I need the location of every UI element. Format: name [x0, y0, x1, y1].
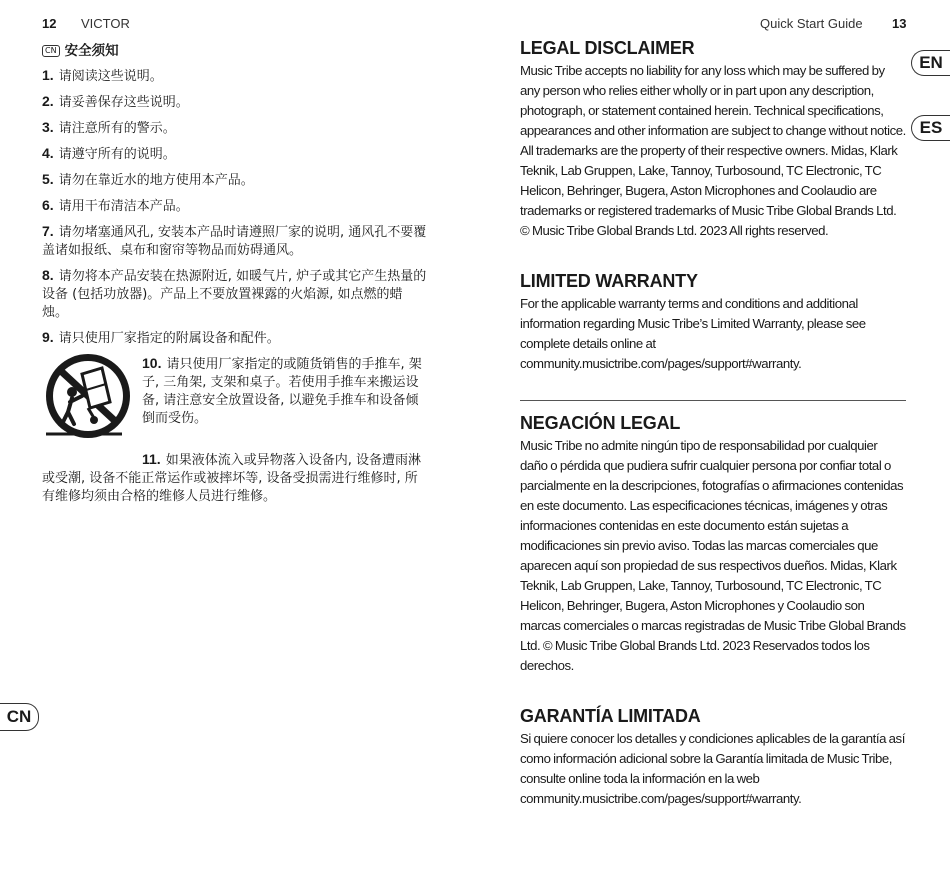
cn-safety-section: [42, 42, 428, 512]
item-number: 10.: [142, 355, 162, 371]
limited-warranty-body: For the applicable warranty terms and conditions and additional information regarding Music Tribe’s Limited Warranty, please see complete details online at community.musictribe.com/pages/support#warranty.: [520, 296, 866, 371]
item-number: 8.: [42, 267, 54, 283]
item-text: 请阅读这些说明。: [58, 69, 163, 84]
legal-disclaimer-body: Music Tribe accepts no liability for any loss which may be suffered by any person who relies either wholly or in part upon any description, photograph, or statement contained herein. Technical specifications, appearances and other information are subject to change without notice. All trademarks are the property of their respective owners. Midas, Klark Teknik, Lab Gruppen, Lake, Tannoy, Turbosound, TC Electronic, TC Helicon, Behringer, Bugera, Aston Microphones and Coolaudio are trademarks or registered trademarks of Music Tribe Global Brands Ltd. © Music Tribe Global Brands Ltd. 2023 All rights reserved.: [520, 63, 906, 238]
item-number: 5.: [42, 171, 54, 187]
list-item: [42, 328, 428, 348]
language-tab-cn: CN: [0, 703, 39, 731]
cart-tip-over-warning-icon: [42, 352, 134, 444]
header-title-left: VICTOR: [81, 16, 130, 31]
safety-title-text: 安全须知: [64, 43, 119, 59]
garantia-limitada-title: GARANTÍA LIMITADA: [520, 706, 701, 726]
legal-disclaimer-title: LEGAL DISCLAIMER: [520, 38, 695, 58]
safety-title: [42, 42, 428, 60]
item-number: 6.: [42, 197, 54, 213]
negacion-legal-title: NEGACIÓN LEGAL: [520, 413, 681, 433]
item-text: 如果液体流入或异物落入设备内, 设备遭雨淋或受潮, 设备不能正常运作或被摔坏等, 设备受损需进行维修时, 所有维修均须由合格的维修人员进行维修。: [42, 453, 421, 504]
item-number: 4.: [42, 145, 54, 161]
item-number: 9.: [42, 329, 54, 345]
item-text: 请勿在靠近水的地方使用本产品。: [58, 173, 254, 188]
item-text: 请只使用厂家指定的附属设备和配件。: [58, 331, 280, 346]
item-text: 请勿将本产品安装在热源附近, 如暖气片, 炉子或其它产生热量的设备 (包括功放器)。产品上不要放置裸露的火焰源, 如点燃的蜡烛。: [42, 269, 427, 320]
header-title-right: Quick Start Guide: [760, 16, 863, 31]
limited-warranty-title: LIMITED WARRANTY: [520, 271, 698, 291]
item-text: 请只使用厂家指定的或随货销售的手推车, 架子, 三角架, 支架和桌子。若使用手推车来搬运设备, 请注意安全放置设备, 以避免手推车和设备倾倒而受伤。: [142, 357, 422, 426]
item-number: 1.: [42, 67, 54, 83]
list-item: [42, 266, 428, 322]
item-10: [142, 354, 428, 444]
negacion-legal-body: Music Tribe no admite ningún tipo de responsabilidad por cualquier daño o pérdida que pudiera sufrir cualquier persona por confiar total o parcialmente en la descripciones, fotografías o afirmaciones contenidas en este documento. Las especificaciones técnicas, imágenes y otras informaciones contenidas en este documento están sujetas a modificaciones sin previo aviso. Todas las marcas comerciales que aparecen aquí son propiedad de sus respectivos dueños. Midas, Klark Teknik, Lab Gruppen, Lake, Tannoy, Turbosound, TC Electronic, TC Helicon, Behringer, Bugera, Aston Microphones y Coolaudio son marcas comerciales o marcas registradas de Music Tribe Global Brands Ltd. © Music Tribe Global Brands Ltd. 2023 Reservados todos los derechos.: [520, 438, 906, 673]
list-item-with-icon: [42, 354, 428, 444]
section-divider: [520, 400, 906, 401]
right-page: [475, 0, 950, 886]
garantia-limitada-body: Si quiere conocer los detalles y condiciones aplicables de la garantía así como información adicional sobre la Garantía limitada de Music Tribe, consulte online toda la información en la web community.musictribe.com/pages/support#warranty.: [520, 731, 905, 806]
page-number-left: 12: [42, 16, 57, 31]
item-number: 7.: [42, 223, 54, 239]
list-item: [42, 196, 428, 216]
item-text: 请遵守所有的说明。: [58, 147, 176, 162]
list-item: [42, 170, 428, 190]
list-item: [42, 92, 428, 112]
item-text: 请注意所有的警示。: [58, 121, 176, 136]
item-text: 请用干布清洁本产品。: [58, 199, 189, 214]
list-item: [42, 118, 428, 138]
legal-content: [520, 38, 906, 809]
list-item: [42, 144, 428, 164]
list-item: [42, 450, 428, 506]
item-text: 请妥善保存这些说明。: [58, 95, 189, 110]
list-item: [42, 66, 428, 86]
item-text: 请勿堵塞通风孔, 安装本产品时请遵照厂家的说明, 通风孔不要覆盖诸如报纸、桌布和窗帘等物品而妨碍通风。: [42, 225, 427, 258]
cn-language-badge: CN: [42, 45, 60, 57]
language-tab-en: EN: [911, 50, 950, 76]
item-number: 11.: [142, 451, 161, 467]
page-number-right: 13: [892, 16, 907, 31]
list-item: [42, 222, 428, 260]
item-number: 3.: [42, 119, 54, 135]
item-number: 2.: [42, 93, 54, 109]
language-tab-es: ES: [911, 115, 950, 141]
